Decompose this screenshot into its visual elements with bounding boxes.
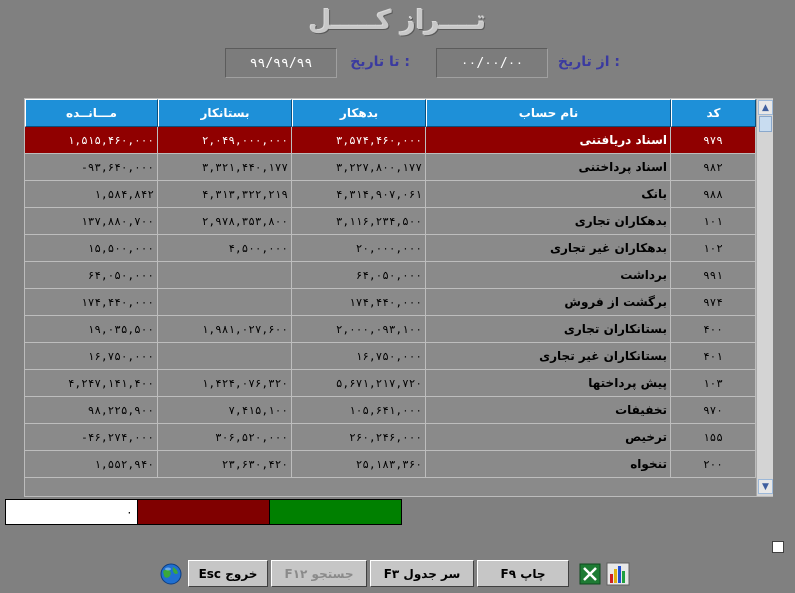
table-row[interactable]: [25, 451, 756, 478]
cell-debit: ۲۵,۱۸۳,۳۶۰: [292, 451, 426, 478]
cell-code: ۱۰۳: [671, 370, 756, 397]
cell-code: ۲۰۰: [671, 451, 756, 478]
cell-code: ۹۷۰: [671, 397, 756, 424]
cell-credit: ۱,۹۸۱,۰۲۷,۶۰۰: [158, 316, 292, 343]
cell-name: بستانکاران تجاری: [426, 316, 671, 343]
cell-balance: ۱۹,۰۳۵,۵۰۰: [25, 316, 158, 343]
cell-credit: ۱,۴۲۴,۰۷۶,۳۲۰: [158, 370, 292, 397]
cell-name: تخفیفات: [426, 397, 671, 424]
cell-code: ۱۰۱: [671, 208, 756, 235]
cell-credit: ۲,۹۷۸,۳۵۳,۸۰۰: [158, 208, 292, 235]
cell-credit: ۳,۳۲۱,۴۴۰,۱۷۷: [158, 154, 292, 181]
table-row[interactable]: [25, 370, 756, 397]
cell-balance: ۱۵,۵۰۰,۰۰۰: [25, 235, 158, 262]
cell-balance: ۱,۵۸۴,۸۴۲: [25, 181, 158, 208]
cell-balance: ۴,۲۴۷,۱۴۱,۴۰۰: [25, 370, 158, 397]
cell-code: ۴۰۰: [671, 316, 756, 343]
summary-total-box: ۰: [5, 499, 138, 525]
from-date-label: : از تاریخ: [557, 54, 620, 70]
cell-balance: ۱۷۴,۴۴۰,۰۰۰: [25, 289, 158, 316]
table-row[interactable]: [25, 127, 756, 154]
cell-name: بدهکاران تجاری: [426, 208, 671, 235]
cell-code: ۹۹۱: [671, 262, 756, 289]
table-row[interactable]: [25, 181, 756, 208]
cell-debit: ۵,۶۷۱,۲۱۷,۷۲۰: [292, 370, 426, 397]
column-header-balance[interactable]: مـــانــده: [25, 99, 158, 127]
cell-name: برگشت از فروش: [426, 289, 671, 316]
cell-name: اسناد پرداختنی: [426, 154, 671, 181]
to-date-label: : تا تاریخ: [350, 54, 410, 70]
table-row[interactable]: [25, 424, 756, 451]
cell-balance: ۱۳۷,۸۸۰,۷۰۰: [25, 208, 158, 235]
cell-debit: ۱۷۴,۴۴۰,۰۰۰: [292, 289, 426, 316]
cell-debit: ۳,۲۲۷,۸۰۰,۱۷۷: [292, 154, 426, 181]
cell-debit: ۲۰,۰۰۰,۰۰۰: [292, 235, 426, 262]
cell-debit: ۳,۱۱۶,۲۳۴,۵۰۰: [292, 208, 426, 235]
cell-code: ۹۸۸: [671, 181, 756, 208]
table-row[interactable]: [25, 235, 756, 262]
column-header-code[interactable]: کد: [671, 99, 756, 127]
table-row[interactable]: [25, 343, 756, 370]
cell-credit: ۷,۴۱۵,۱۰۰: [158, 397, 292, 424]
cell-debit: ۳,۵۷۴,۴۶۰,۰۰۰: [292, 127, 426, 154]
cell-debit: ۲۶۰,۲۴۶,۰۰۰: [292, 424, 426, 451]
summary-red-box: [137, 499, 270, 525]
chart-icon[interactable]: [605, 561, 630, 586]
page-title: تــــراز کـــــل: [308, 6, 487, 36]
vertical-scrollbar[interactable]: [756, 99, 773, 496]
column-header-debit[interactable]: بدهکار: [292, 99, 426, 127]
scroll-down-icon[interactable]: ▼: [758, 479, 773, 494]
cell-balance: ۱,۵۱۵,۴۶۰,۰۰۰: [25, 127, 158, 154]
table-row[interactable]: [25, 154, 756, 181]
horizontal-scroll-area: [25, 482, 756, 496]
cell-credit: ۴,۵۰۰,۰۰۰: [158, 235, 292, 262]
cell-credit: ۴,۳۱۳,۳۲۲,۲۱۹: [158, 181, 292, 208]
cell-code: ۹۷۹: [671, 127, 756, 154]
scroll-thumb[interactable]: [759, 116, 772, 132]
cell-balance: ۶۴,۰۵۰,۰۰۰: [25, 262, 158, 289]
cell-credit: [158, 289, 292, 316]
cell-name: بستانکاران غیر تجاری: [426, 343, 671, 370]
table-row[interactable]: [25, 316, 756, 343]
column-header-button[interactable]: سر جدول F۳: [370, 560, 474, 587]
search-button[interactable]: جستجو F۱۲: [271, 560, 367, 587]
table-row[interactable]: [25, 397, 756, 424]
from-date-field[interactable]: ۰۰/۰۰/۰۰: [436, 48, 548, 78]
cell-debit: ۶۴,۰۵۰,۰۰۰: [292, 262, 426, 289]
cell-name: بانک: [426, 181, 671, 208]
cell-name: تنخواه: [426, 451, 671, 478]
cell-code: ۴۰۱: [671, 343, 756, 370]
table-row[interactable]: [25, 289, 756, 316]
cell-name: پیش پرداختها: [426, 370, 671, 397]
cell-credit: ۲۳,۶۳۰,۴۲۰: [158, 451, 292, 478]
print-button[interactable]: چاپ F۹: [477, 560, 569, 587]
table-row[interactable]: [25, 208, 756, 235]
cell-balance: ۱۶,۷۵۰,۰۰۰: [25, 343, 158, 370]
cell-name: ترخیص: [426, 424, 671, 451]
exit-button[interactable]: خروج Esc: [188, 560, 268, 587]
cell-code: ۹۸۲: [671, 154, 756, 181]
to-date-field[interactable]: ۹۹/۹۹/۹۹: [225, 48, 337, 78]
summary-green-box: [269, 499, 402, 525]
cell-credit: [158, 343, 292, 370]
cell-debit: ۲,۰۰۰,۰۹۳,۱۰۰: [292, 316, 426, 343]
cell-credit: ۲,۰۴۹,۰۰۰,۰۰۰: [158, 127, 292, 154]
cell-credit: ۳۰۶,۵۲۰,۰۰۰: [158, 424, 292, 451]
cell-balance: -۴۶,۲۷۴,۰۰۰: [25, 424, 158, 451]
cell-balance: ۱,۵۵۲,۹۴۰: [25, 451, 158, 478]
cell-debit: ۴,۳۱۴,۹۰۷,۰۶۱: [292, 181, 426, 208]
column-header-name[interactable]: نام حساب: [426, 99, 671, 127]
cell-balance: -۹۳,۶۴۰,۰۰۰: [25, 154, 158, 181]
cell-credit: [158, 262, 292, 289]
cell-code: ۹۷۴: [671, 289, 756, 316]
column-header-credit[interactable]: بستانکار: [158, 99, 292, 127]
cell-name: بدهکاران غیر تجاری: [426, 235, 671, 262]
cell-code: ۱۰۲: [671, 235, 756, 262]
cell-debit: ۱۰۵,۶۴۱,۰۰۰: [292, 397, 426, 424]
option-checkbox[interactable]: [772, 541, 784, 553]
cell-code: ۱۵۵: [671, 424, 756, 451]
cell-debit: ۱۶,۷۵۰,۰۰۰: [292, 343, 426, 370]
globe-icon[interactable]: [158, 561, 183, 586]
table-row[interactable]: [25, 262, 756, 289]
cell-balance: ۹۸,۲۲۵,۹۰۰: [25, 397, 158, 424]
trial-balance-grid[interactable]: [24, 98, 773, 497]
cell-name: برداشت: [426, 262, 671, 289]
excel-icon[interactable]: [577, 561, 602, 586]
scroll-up-icon[interactable]: ▲: [758, 100, 773, 115]
cell-name: اسناد دریافتنی: [426, 127, 671, 154]
